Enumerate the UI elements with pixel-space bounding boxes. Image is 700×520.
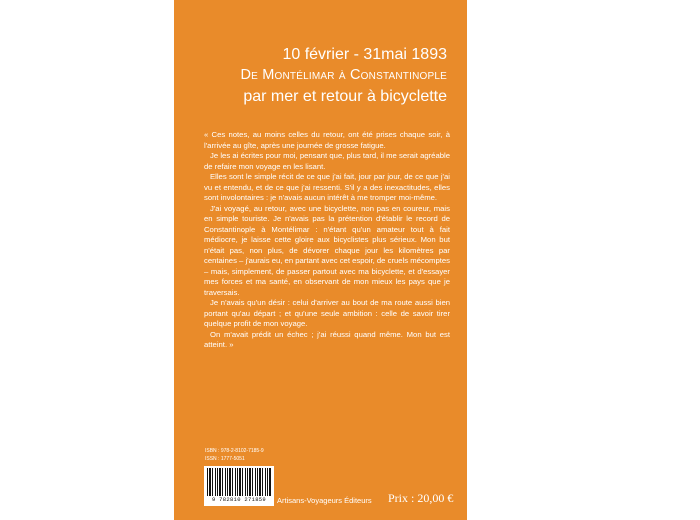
quote-paragraph: Je n'avais qu'un désir : celui d'arriver au bout de ma route aussi bien portant qu'au départ ; et qu'une seule ambition : celle de savoir tirer quelque profit de mon voyage.	[204, 298, 450, 328]
back-cover-quote	[204, 130, 450, 351]
title-subtitle: par mer et retour à bicyclette	[243, 88, 447, 105]
publisher-name: Artisans-Voyageurs Éditeurs	[277, 496, 372, 505]
isbn-block	[205, 448, 264, 463]
quote-paragraph: J'ai voyagé, au retour, avec une bicyclette, non pas en coureur, mais en simple touriste. Je n'avais pas la prétention d'établir le record de Constantinople à Montélimar : n'étant qu'un amateur tout à fait médiocre, je laisse cette gloire aux bicyclistes plus sérieux. Mon but n'était pas, non plus, de dévorer chaque jour les kilomètres par centaines – j'aurais eu, en partant avec cet espoir, de cruels mécomptes – mais, simplement, de passer partout avec ma bicyclette, et d'essayer mes forces et ma santé, en observant de mon mieux les pays que je traversais.	[204, 203, 450, 297]
price-label: Prix : 20,00 €	[388, 491, 454, 505]
barcode	[204, 466, 274, 506]
isbn-line: ISBN : 978-2-8102-7185-9	[205, 448, 264, 454]
book-back-cover	[174, 0, 467, 520]
quote-paragraph: On m'avait prédit un échec ; j'ai réussi quand même. Mon but est atteint. »	[204, 329, 450, 349]
quote-paragraph: Elles sont le simple récit de ce que j'ai fait, jour par jour, de ce que j'ai vu et entendu, et de ce que j'ai ressenti. S'il y a des inexactitudes, elles sont involontaires : je n'avais aucun intérêt à me tromper moi-même.	[204, 172, 450, 202]
quote-paragraph: « Ces notes, au moins celles du retour, ont été prises chaque soir, à l'arrivée au gîte, après une journée de grosse fatigue.	[204, 130, 450, 150]
issn-line: ISSN : 1777-5051	[205, 455, 245, 462]
title-dates: 10 février - 31mai 1893	[282, 46, 447, 63]
title-route: De Montélimar à Constantinople	[240, 67, 447, 83]
barcode-digits: 9 782810 271859	[211, 496, 266, 503]
quote-paragraph: Je les ai écrites pour moi, pensant que, plus tard, il me serait agréable de refaire mon voyage en les lisant.	[204, 151, 450, 171]
barcode-bars	[207, 468, 271, 496]
title-block	[174, 44, 447, 107]
